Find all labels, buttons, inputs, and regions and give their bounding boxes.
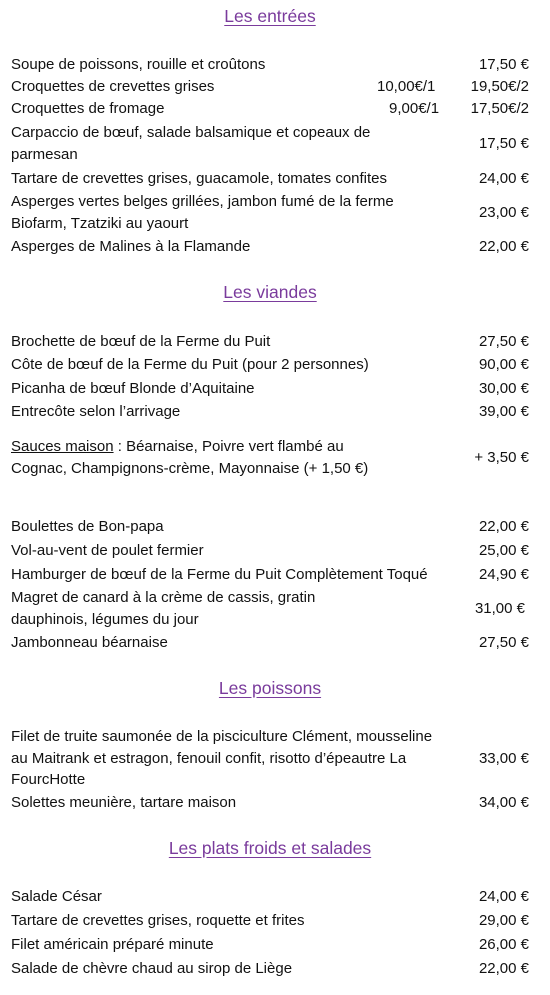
dish-name: Tartare de crevettes grises, guacamole, tomates confites (11, 170, 388, 187)
dish-name: Tartare de crevettes grises, roquette et frites (11, 912, 305, 929)
dish-unit-price: 9,00€/1 (389, 100, 440, 117)
dish-name: Vol-au-vent de poulet fermier (11, 542, 204, 559)
dish-name: Jambonneau béarnaise (11, 634, 168, 651)
dish-name: Filet de truite saumonée de la pisciculture Clément, mousseline au Maitrank et estragon, fenouil confit, risotto d’épeautre La FourcHotte (11, 728, 433, 788)
dish-name: Croquettes de fromage (11, 100, 165, 117)
menu-item (11, 331, 529, 353)
dish-price: 29,00 € (478, 912, 529, 929)
menu-item (11, 934, 529, 956)
dish-price: 22,00 € (478, 518, 529, 535)
menu-item (11, 168, 529, 190)
menu-item (11, 122, 529, 166)
menu-item (11, 98, 529, 120)
dish-price: 17,50€/2 (470, 100, 529, 117)
dish-price: 39,00 € (478, 403, 529, 420)
dish-price: 26,00 € (478, 936, 529, 953)
dish-price: 19,50€/2 (470, 78, 529, 95)
menu-item (11, 792, 529, 814)
dish-name: Magret de canard à la crème de cassis, gratin dauphinois, légumes du jour (11, 589, 316, 628)
dish-name: Filet américain préparé minute (11, 936, 214, 953)
dish-name: Soupe de poissons, rouille et croûtons (11, 56, 266, 73)
dish-price: 90,00 € (478, 356, 529, 373)
menu-item (11, 726, 529, 792)
section-title-poissons: Les poissons (218, 678, 322, 698)
menu-item (11, 378, 529, 400)
dish-name: Asperges vertes belges grillées, jambon fumé de la ferme Biofarm, Tzatziki au yaourt (11, 193, 394, 232)
sauces-price: + 3,50 € (474, 449, 529, 466)
dish-price: 31,00 € (474, 600, 525, 617)
dish-name: Carpaccio de bœuf, salade balsamique et copeaux de parmesan (11, 124, 371, 163)
menu-item (11, 76, 529, 98)
dish-name: Brochette de bœuf de la Ferme du Puit (11, 333, 271, 350)
menu-item (11, 354, 529, 376)
dish-price: 17,50 € (478, 135, 529, 152)
dish-price: 27,50 € (478, 634, 529, 651)
sauces-label: Sauces maison (11, 438, 114, 455)
sauces-row (11, 436, 529, 480)
menu-item (11, 516, 529, 538)
dish-price: 34,00 € (478, 794, 529, 811)
menu-item (11, 54, 529, 76)
menu-item (11, 401, 529, 423)
dish-name: Solettes meunière, tartare maison (11, 794, 237, 811)
dish-unit-price: 10,00€/1 (377, 78, 436, 95)
dish-price: 23,00 € (478, 204, 529, 221)
section-title-plats-froids: Les plats froids et salades (168, 838, 372, 858)
dish-name: Picanha de bœuf Blonde d’Aquitaine (11, 380, 255, 397)
sauces-description (11, 436, 396, 479)
menu-item (11, 540, 529, 562)
menu-item (11, 632, 529, 654)
dish-price: 30,00 € (478, 380, 529, 397)
menu-item (11, 587, 529, 631)
dish-name: Côte de bœuf de la Ferme du Puit (pour 2 personnes) (11, 356, 369, 373)
dish-price: 22,00 € (478, 238, 529, 255)
dish-price: 24,00 € (478, 170, 529, 187)
menu-item (11, 958, 529, 980)
menu-item (11, 236, 529, 258)
dish-name: Salade de chèvre chaud au sirop de Liège (11, 960, 293, 977)
dish-name: Hamburger de bœuf de la Ferme du Puit Complètement Toqué (11, 566, 428, 583)
dish-price: 25,00 € (478, 542, 529, 559)
dish-price: 27,50 € (478, 333, 529, 350)
menu-item (11, 564, 529, 586)
dish-price: 17,50 € (478, 56, 529, 73)
dish-price: 22,00 € (478, 960, 529, 977)
sauces-list: : Béarnaise, Poivre vert flambé au Cognac, Champignons-crème, Mayonnaise (+ 1,50 €) (11, 438, 369, 477)
dish-price: 24,90 € (478, 566, 529, 583)
menu-item (11, 191, 529, 235)
section-title-entrees: Les entrées (224, 6, 316, 26)
menu-item (11, 910, 529, 932)
dish-price: 24,00 € (478, 888, 529, 905)
dish-name: Boulettes de Bon-papa (11, 518, 164, 535)
section-title-viandes: Les viandes (223, 282, 317, 302)
dish-price: 33,00 € (478, 750, 529, 767)
dish-name: Croquettes de crevettes grises (11, 78, 215, 95)
menu-item (11, 886, 529, 908)
dish-name: Entrecôte selon l’arrivage (11, 403, 181, 420)
dish-name: Salade César (11, 888, 102, 905)
dish-name: Asperges de Malines à la Flamande (11, 238, 251, 255)
